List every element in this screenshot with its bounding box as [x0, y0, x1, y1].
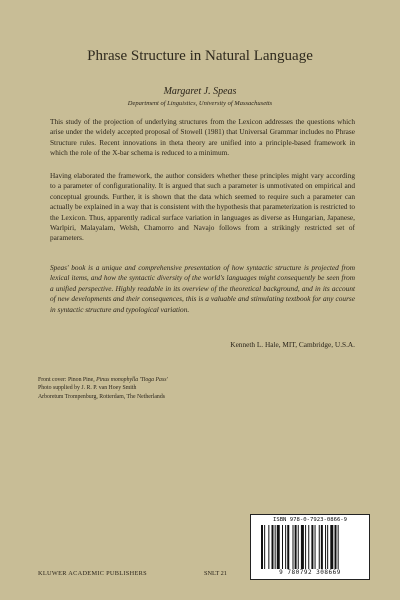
cover-credit-line-3: Arboretum Trompenburg, Rotterdam, The Netherlands [38, 393, 165, 400]
cover-credit [38, 376, 258, 401]
author-name: Margaret J. Speas [163, 86, 237, 97]
barcode-bars [261, 525, 365, 569]
cover-credit-line-1: Front cover: Pinon Pine, Pinus monophylla 'Tioga Pass' [38, 377, 168, 383]
isbn-barcode [250, 514, 370, 580]
blurb-paragraph-2: Having elaborated the framework, the author considers whether these principles might vary according to a parameter of configurationality. It is argued that such a parameter is unmotivated on empirical and conceptual grounds. Further, it is shown that the data which seemed to require such a parameter can actually be explained in a way that is consistent with the hypothesis that parameterization is restricted to the Lexicon. Thus, apparently radical surface variation in languages as diverse as Hungarian, Japanese, Warlpiri, Malayalam, Welsh, Chamorro and Navajo follows from a strikingly restricted set of parameters. [50, 171, 355, 243]
review-attribution: Kenneth L. Hale, MIT, Cambridge, U.S.A. [230, 340, 355, 349]
isbn-label: ISBN 978-0-7923-0866-9 [272, 517, 348, 523]
blurb-paragraph-1: This study of the projection of underlying structures from the Lexicon addresses the questions which arise under the widely accepted proposal of Stowell (1981) that Universal Grammar includes no Phrase Structure rules. Recent innovations in theta theory are unified into a principle-based framework in which the role of the X-bar schema is reduced to a minimum. [50, 117, 355, 158]
cover-credit-line-2: Photo supplied by J. R. P. van Hoey Smith [38, 385, 137, 392]
publisher-name: KLUWER ACADEMIC PUBLISHERS [38, 570, 147, 577]
barcode-digits: 9 780792 308669 [279, 569, 341, 576]
book-title: Phrase Structure in Natural Language [87, 48, 313, 64]
review-quote: Speas' book is a unique and comprehensive presentation of how syntactic structure is projected from lexical items, and how the syntactic diversity of the world's languages might consequently be seen from a unified perspective. Highly readable in its overview of the theoretical background, and in its account of new developments and their consequences, this is a valuable and stimulating textbook for any course in syntactic structure and typological variation. [50, 263, 355, 314]
series-number: SNLT 21 [204, 570, 227, 577]
author-affiliation: Department of Linguistics, University of Massachusetts [127, 100, 273, 107]
